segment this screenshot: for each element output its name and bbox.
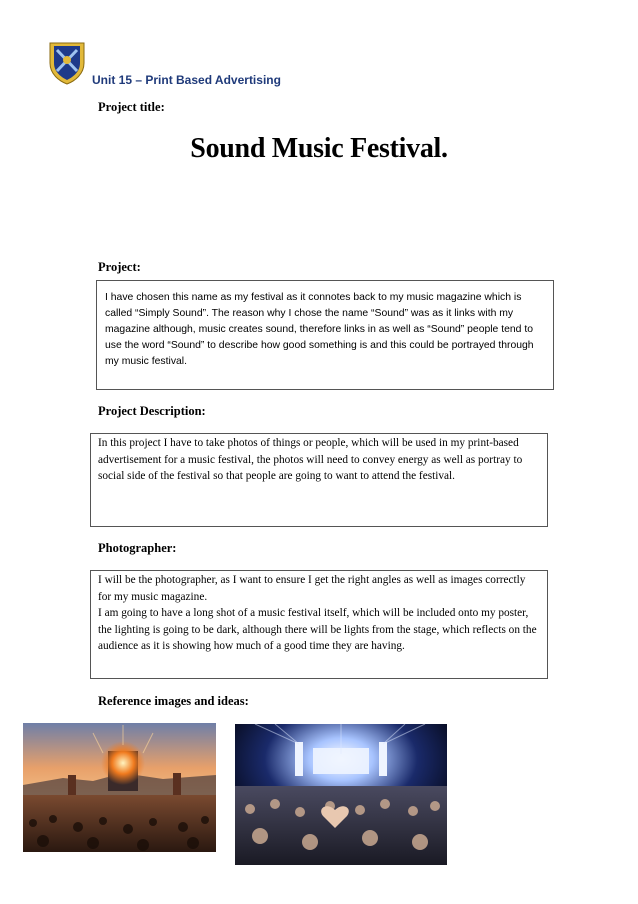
photographer-paragraph: I am going to have a long shot of a music festival itself, which will be included onto my poster, the lighting is going to be dark, although there will be lights from the stage, which reflects on the audience as it is showing how much of a good time they are having.: [98, 607, 537, 652]
project-description-box: [90, 433, 548, 527]
photographer-box: [90, 570, 548, 679]
photographer-label: Photographer:: [98, 541, 177, 555]
sunset-festival-crowd-photo: [23, 723, 216, 852]
school-crest-icon: [48, 41, 86, 85]
project-label: Project:: [98, 260, 141, 274]
project-description-text: In this project I have to take photos of things or people, which will be used in my print-based advertisement for a music festival, the photos will need to convey energy as well as portray to social side of the festival so that people are going to want to attend the festival.: [98, 437, 523, 482]
reference-label: Reference images and ideas:: [98, 694, 249, 708]
project-description-label: Project Description:: [98, 404, 206, 418]
photographer-paragraph: I will be the photographer, as I want to ensure I get the right angles as well as images correctly for my music magazine.: [98, 574, 526, 603]
project-text: I have chosen this name as my festival as it connotes back to my music magazine which is called “Simply Sound”. The reason why I chose the name “Sound” was as it links with my magazine although, music creates sound, therefore links in as well as “Sound” people tend to use the word “Sound” to describe how good something is and this could be portrayed through my music festival.: [105, 292, 534, 367]
project-text-box: [96, 280, 554, 390]
project-title-label: Project title:: [98, 100, 165, 114]
night-concert-crowd-photo: [235, 724, 447, 865]
festival-title: Sound Music Festival.: [190, 133, 448, 164]
unit-title: Unit 15 – Print Based Advertising: [92, 73, 281, 87]
